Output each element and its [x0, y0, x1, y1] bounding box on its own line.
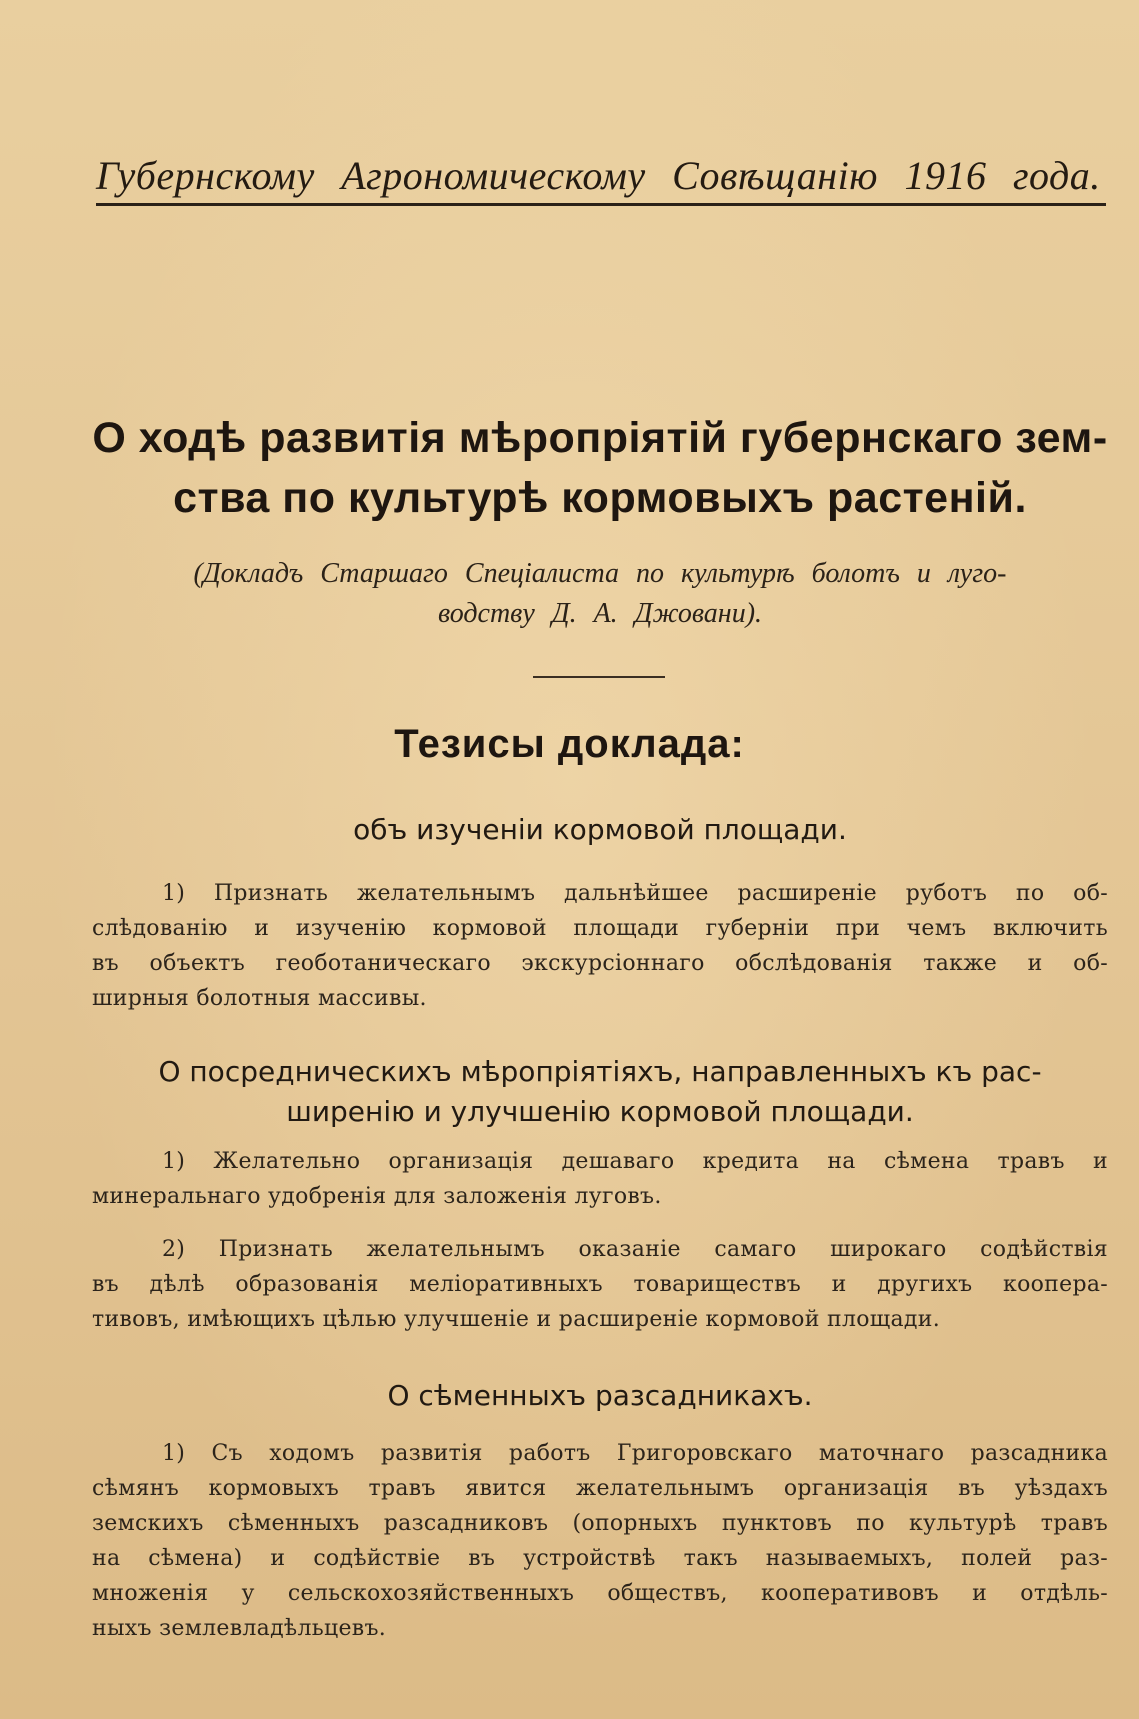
paragraph-line: сѣмянъ кормовыхъ травъ явится желательнымъ организація въ уѣздахъ: [92, 1476, 1108, 1501]
paragraph-line: 1) Съ ходомъ развитія работъ Григоровскаго маточнаго разсадника: [162, 1441, 1108, 1466]
section-heading-line: ширенію и улучшенію кормовой площади.: [286, 1095, 914, 1128]
paragraph-line: 1) Признать желательнымъ дальнѣйшее расширеніе руботъ по об-: [162, 881, 1108, 906]
paragraph-line: въ дѣлѣ образованія меліоративныхъ товариществъ и другихъ коопера-: [92, 1272, 1108, 1297]
section-heading-seed-nurseries: [92, 1376, 1108, 1416]
paragraph-line: слѣдованію и изученію кормовой площади губерніи при чемъ включить: [92, 916, 1108, 941]
paragraph-mediation-2: [92, 1232, 1108, 1337]
report-title-line-1: О ходѣ развитія мѣропріятій губернскаго зем-: [92, 414, 1108, 462]
paragraph-line: ныхъ землевладѣльцевъ.: [92, 1616, 387, 1641]
paragraph-line: минеральнаго удобренія для заложенія луговъ.: [92, 1184, 662, 1209]
paragraph-line: въ объектъ геоботаническаго экскурсіоннаго обслѣдованія также и об-: [92, 951, 1108, 976]
paragraph-line: на сѣмена) и содѣйствіе въ устройствѣ такъ называемыхъ, полей раз-: [92, 1546, 1108, 1571]
report-title: [92, 408, 1108, 528]
report-byline-line-1: (Докладъ Старшаго Спеціалиста по культурѣ болотъ и луго-: [193, 558, 1007, 589]
paragraph-line: множенія у сельскохозяйственныхъ обществъ, кооперативовъ и отдѣль-: [92, 1581, 1108, 1606]
paragraph-line: тивовъ, имѣющихъ цѣлью улучшеніе и расширеніе кормовой площади.: [92, 1307, 941, 1332]
paragraph-mediation-1: [92, 1144, 1108, 1214]
section-heading-line: О сѣменныхъ разсадникахъ.: [387, 1379, 813, 1412]
theses-title: Тезисы доклада:: [394, 722, 745, 766]
section-heading-study: [92, 810, 1108, 850]
header-underline: [96, 203, 1106, 206]
paragraph-line: 1) Желательно организація дешаваго кредита на сѣмена травъ и: [162, 1149, 1108, 1174]
section-heading-line: объ изученіи кормовой площади.: [353, 813, 847, 846]
section-heading-line: О посредническихъ мѣропріятіяхъ, направленныхъ къ рас-: [158, 1055, 1042, 1088]
section-divider: [533, 676, 665, 678]
paragraph-seed-nurseries-1: [92, 1436, 1108, 1646]
page-header: Губернскому Агрономическому Совѣщанію 1916 года.: [96, 153, 1101, 198]
report-byline-line-2: водству Д. А. Джовани).: [437, 598, 763, 629]
paragraph-line: 2) Признать желательнымъ оказаніе самаго широкаго содѣйствія: [162, 1237, 1108, 1262]
section-heading-mediation: [92, 1052, 1108, 1132]
paragraph-study-1: [92, 876, 1108, 1016]
report-title-line-2: ства по культурѣ кормовыхъ растеній.: [173, 474, 1027, 522]
paragraph-line: земскихъ сѣменныхъ разсадниковъ (опорныхъ пунктовъ по культурѣ травъ: [92, 1511, 1108, 1536]
paragraph-line: ширныя болотныя массивы.: [92, 986, 427, 1011]
report-byline: [92, 554, 1108, 634]
